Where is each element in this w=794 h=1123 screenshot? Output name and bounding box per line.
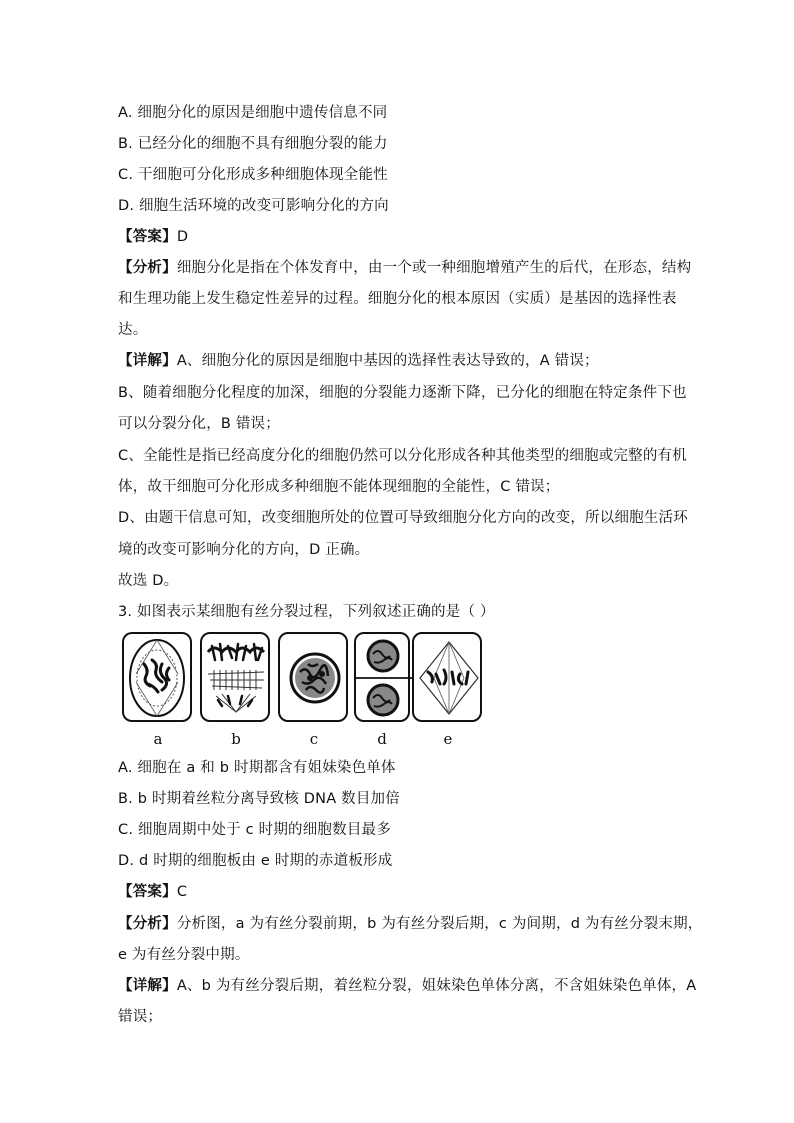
q3-option-a: A. 细胞在 a 和 b 时期都含有姐妹染色单体 bbox=[118, 760, 396, 776]
q3-answer bbox=[118, 882, 187, 902]
cell-a-prophase bbox=[122, 632, 192, 722]
q2-analysis-line-3: 达。 bbox=[118, 322, 148, 338]
q3-analysis-line-1 bbox=[118, 914, 703, 934]
q2-detail-line-1 bbox=[118, 351, 599, 371]
cell-b-drawing bbox=[202, 634, 272, 724]
detail-text: A、b 为有丝分裂后期，着丝粒分裂，姐妹染色单体分离，不含姐妹染色单体，A bbox=[176, 978, 697, 994]
figure-label-c: c bbox=[309, 730, 319, 748]
q2-conclusion: 故选 D。 bbox=[118, 573, 179, 589]
figure-label-d: d bbox=[377, 730, 387, 748]
cell-d-telophase bbox=[354, 632, 410, 722]
q2-detail-line-4: C、全能性是指已经高度分化的细胞仍然可以分化形成各种其他类型的细胞或完整的有机 bbox=[118, 448, 687, 464]
q2-option-d: D. 细胞生活环境的改变可影响分化的方向 bbox=[118, 198, 389, 214]
q3-analysis-line-2: e 为有丝分裂中期。 bbox=[118, 947, 250, 963]
answer-tag: 【答案】 bbox=[118, 229, 177, 245]
cell-e-metaphase bbox=[412, 632, 482, 722]
q3-stem: 3. 如图表示某细胞有丝分裂过程，下列叙述正确的是（ ） bbox=[118, 604, 495, 620]
q3-option-d: D. d 时期的细胞板由 e 时期的赤道板形成 bbox=[118, 853, 393, 869]
q2-analysis-line-1 bbox=[118, 258, 691, 278]
mitosis-figure bbox=[120, 632, 488, 750]
q2-detail-line-5: 体，故干细胞可分化形成多种细胞不能体现细胞的全能性，C 错误； bbox=[118, 479, 560, 495]
q2-detail-line-7: 境的改变可影响分化的方向，D 正确。 bbox=[118, 542, 370, 558]
figure-label-e: e bbox=[443, 730, 453, 748]
answer-value: C bbox=[176, 884, 188, 900]
q2-option-a: A. 细胞分化的原因是细胞中遗传信息不同 bbox=[118, 105, 388, 121]
q3-option-b: B. b 时期着丝粒分离导致核 DNA 数目加倍 bbox=[118, 791, 400, 807]
cell-a-drawing bbox=[124, 634, 194, 724]
figure-label-a: a bbox=[153, 730, 163, 748]
q2-option-c: C. 干细胞可分化形成多种细胞体现全能性 bbox=[118, 167, 388, 183]
cell-c-drawing bbox=[280, 634, 350, 724]
q2-analysis-line-2: 和生理功能上发生稳定性差异的过程。细胞分化的根本原因（实质）是基因的选择性表 bbox=[118, 291, 677, 307]
analysis-text: 分析图，a 为有丝分裂前期，b 为有丝分裂后期，c 为间期，d 为有丝分裂末期， bbox=[176, 916, 703, 932]
q2-answer bbox=[118, 227, 188, 247]
cell-e-drawing bbox=[414, 634, 484, 724]
detail-tag: 【详解】 bbox=[118, 353, 177, 369]
cell-d-drawing bbox=[356, 634, 412, 724]
figure-label-b: b bbox=[231, 730, 241, 748]
q2-detail-line-6: D、由题干信息可知，改变细胞所处的位置可导致细胞分化方向的改变，所以细胞生活环 bbox=[118, 510, 688, 526]
q2-detail-line-3: 可以分裂分化，B 错误； bbox=[118, 416, 280, 432]
answer-value: D bbox=[176, 229, 189, 245]
cell-c-interphase bbox=[278, 632, 348, 722]
q3-detail-line-2: 错误； bbox=[118, 1009, 163, 1025]
q2-option-b: B. 已经分化的细胞不具有细胞分裂的能力 bbox=[118, 136, 388, 152]
cell-b-anaphase bbox=[200, 632, 270, 722]
detail-text: A、细胞分化的原因是细胞中基因的选择性表达导致的，A 错误； bbox=[176, 353, 599, 369]
q3-detail-line-1 bbox=[118, 976, 696, 996]
analysis-text: 细胞分化是指在个体发育中，由一个或一种细胞增殖产生的后代，在形态，结构 bbox=[176, 260, 692, 276]
detail-tag: 【详解】 bbox=[118, 978, 177, 994]
q3-option-c: C. 细胞周期中处于 c 时期的细胞数目最多 bbox=[118, 822, 391, 838]
q2-detail-line-2: B、随着细胞分化程度的加深，细胞的分裂能力逐渐下降，已分化的细胞在特定条件下也 bbox=[118, 385, 687, 401]
answer-tag: 【答案】 bbox=[118, 884, 177, 900]
analysis-tag: 【分析】 bbox=[118, 260, 177, 276]
analysis-tag: 【分析】 bbox=[118, 916, 177, 932]
